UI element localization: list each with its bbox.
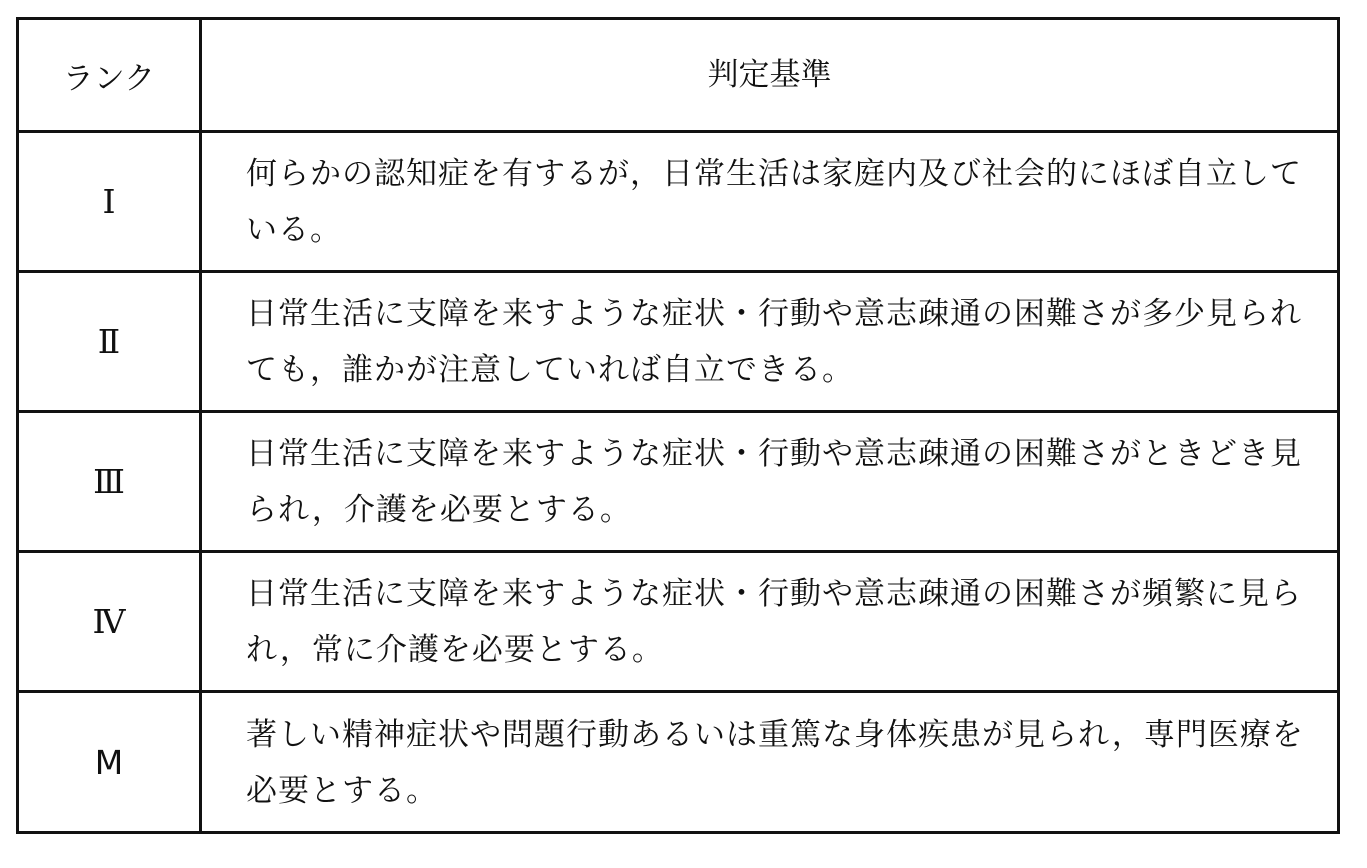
criteria-cell: 日常生活に支障を来すような症状・行動や意志疎通の困難さがときどき見られ，介護を必要とする。 xyxy=(246,435,1302,528)
rank-cell: Ⅲ xyxy=(19,413,202,550)
rank-cell: M xyxy=(19,693,202,832)
table-row xyxy=(19,133,1337,273)
criteria-cell: 日常生活に支障を来すような症状・行動や意志疎通の困難さが頻繁に見られ，常に介護を必要とする。 xyxy=(246,575,1302,668)
table-row xyxy=(19,413,1337,553)
table-row xyxy=(19,273,1337,413)
criteria-cell: 著しい精神症状や問題行動あるいは重篤な身体疾患が見られ，専門医療を必要とする。 xyxy=(246,716,1304,809)
rank-cell: Ⅳ xyxy=(19,553,202,690)
criteria-cell: 日常生活に支障を来すような症状・行動や意志疎通の困難さが多少見られても，誰かが注意していれば自立できる。 xyxy=(246,295,1302,388)
rank-criteria-table xyxy=(16,17,1340,834)
table-row xyxy=(19,693,1337,832)
rank-cell: Ⅰ xyxy=(19,133,202,270)
rank-cell: Ⅱ xyxy=(19,273,202,410)
criteria-cell: 何らかの認知症を有するが，日常生活は家庭内及び社会的にほぼ自立している。 xyxy=(246,155,1302,248)
table-header-row xyxy=(19,20,1337,133)
table-row xyxy=(19,553,1337,693)
rank-column-header: ランク xyxy=(19,20,202,130)
criteria-column-header: 判定基準 xyxy=(707,57,832,93)
